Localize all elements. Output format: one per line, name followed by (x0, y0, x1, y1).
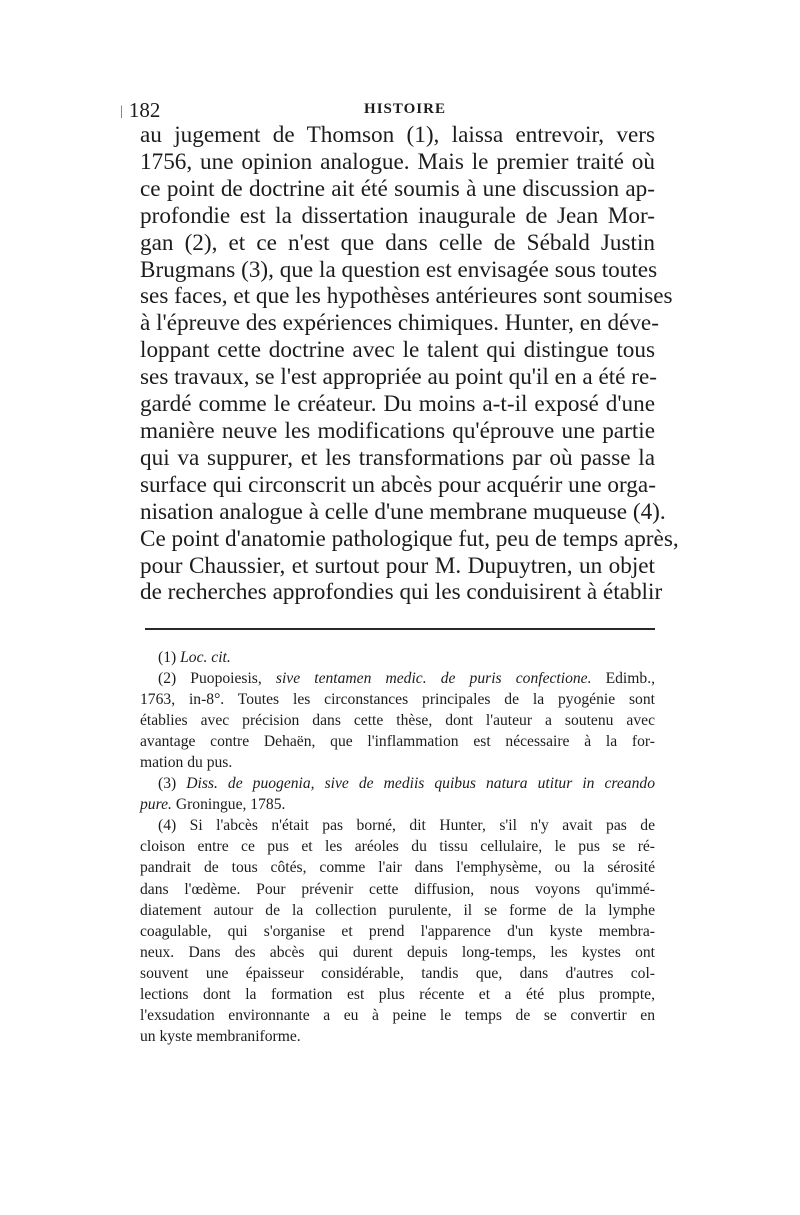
footnote-line: avantage contre Dehaën, que l'inflammation est nécessaire à la for- (140, 733, 655, 751)
footnote-line: cloison entre ce pus et les aréoles du tissu cellulaire, le pus se ré- (140, 838, 655, 856)
body-line: Ce point d'anatomie pathologique fut, peu de temps après, (140, 525, 679, 552)
footnote-3 (140, 773, 655, 794)
body-line: ses faces, et que les hypothèses antérieures sont soumises (140, 283, 673, 310)
body-line: ses travaux, se l'est appropriée au point qu'il en a été re- (140, 364, 657, 391)
footnote-marker: (4) (158, 817, 177, 835)
footnote-line: dans l'œdème. Pour prévenir cette diffusion, nous voyons qu'immé- (140, 880, 655, 898)
body-line: Brugmans (3), que la question est envisagée sous toutes (140, 256, 658, 283)
footnote-title: sive tentamen medic. de puris confectione. (275, 670, 592, 688)
footnote-4 (140, 815, 655, 836)
footnote-1 (140, 647, 655, 668)
footnote-line: établies avec précision dans cette thèse, dont l'auteur a soutenu avec (140, 712, 655, 730)
footnote-lead: Puopoiesis, (190, 670, 262, 688)
footnote-line: neux. Dans des abcès qui durent depuis long-temps, les kystes ont (140, 943, 655, 961)
footnote-marker: (3) (158, 775, 177, 793)
body-line: gardé comme le créateur. Du moins a-t-il exposé d'une (140, 391, 655, 418)
footnote-line: pandrait de tous côtés, comme l'air dans l'emphysème, ou la sérosité (140, 859, 655, 877)
footnote-line: un kyste membraniforme. (140, 1027, 301, 1045)
footnote-tail: Groningue, 1785. (175, 796, 286, 814)
footnote-line (140, 794, 655, 815)
body-line: 1756, une opinion analogue. Mais le premier traité où (140, 148, 655, 175)
body-line: nisation analogue à celle d'une membrane muqueuse (4). (140, 498, 666, 525)
footnote-line: lections dont la formation est plus récente et a été plus prompte, (140, 985, 655, 1003)
body-line: pour Chaussier, et surtout pour M. Dupuytren, un objet (140, 552, 655, 579)
body-line: de recherches approfondies qui les conduisirent à établir (140, 579, 663, 606)
body-line: au jugement de Thomson (1), laissa entrevoir, vers (140, 122, 655, 148)
footnote-line: 1763, in-8°. Toutes les circonstances principales de la pyogénie sont (140, 691, 655, 709)
footnote-rule (145, 628, 655, 630)
footnote-line: souvent une épaisseur considérable, tandis que, dans d'autres col- (140, 964, 655, 982)
page-number: | 182 (120, 98, 160, 123)
footnote-line: mation du pus. (140, 754, 233, 772)
footnote-first-line: Si l'abcès n'était pas borné, dit Hunter, s'il n'y avait pas de (189, 817, 655, 835)
body-paragraph (140, 122, 679, 606)
body-line: manière neuve les modifications qu'éprouve une partie (140, 417, 655, 444)
footnote-marker: (1) (158, 649, 177, 666)
footnote-2 (140, 668, 655, 689)
footnotes (140, 647, 655, 1047)
body-line: qui va suppurer, et les transformations par où passe la (140, 444, 655, 471)
footnote-title: Diss. de puogenia, sive de mediis quibus natura utitur in creando (186, 775, 655, 793)
body-line: surface qui circonscrit un abcès pour acquérir une orga- (140, 471, 656, 498)
footnote-title-cont: pure. (140, 796, 172, 814)
body-line: à l'épreuve des expériences chimiques. Hunter, en déve- (140, 310, 659, 337)
page-header (120, 98, 680, 120)
running-head: HISTOIRE (364, 101, 446, 117)
footnote-title: Loc. cit. (180, 649, 231, 666)
body-line: loppant cette doctrine avec le talent qui distingue tous (140, 337, 655, 364)
footnote-line: coagulable, qui s'organise et prend l'apparence d'un kyste membra- (140, 922, 655, 940)
body-line: profondie est la dissertation inaugurale de Jean Mor- (140, 202, 655, 229)
footnote-line: diatement autour de la collection purulente, il se forme de la lymphe (140, 901, 655, 919)
footnote-line: l'exsudation environnante a eu à peine le temps de se convertir en (140, 1006, 655, 1024)
footnote-tail: Edimb., (605, 670, 655, 688)
body-line: gan (2), et ce n'est que dans celle de Sébald Justin (140, 229, 655, 256)
body-line: ce point de doctrine ait été soumis à une discussion ap- (140, 175, 655, 202)
footnote-marker: (2) (158, 670, 177, 688)
